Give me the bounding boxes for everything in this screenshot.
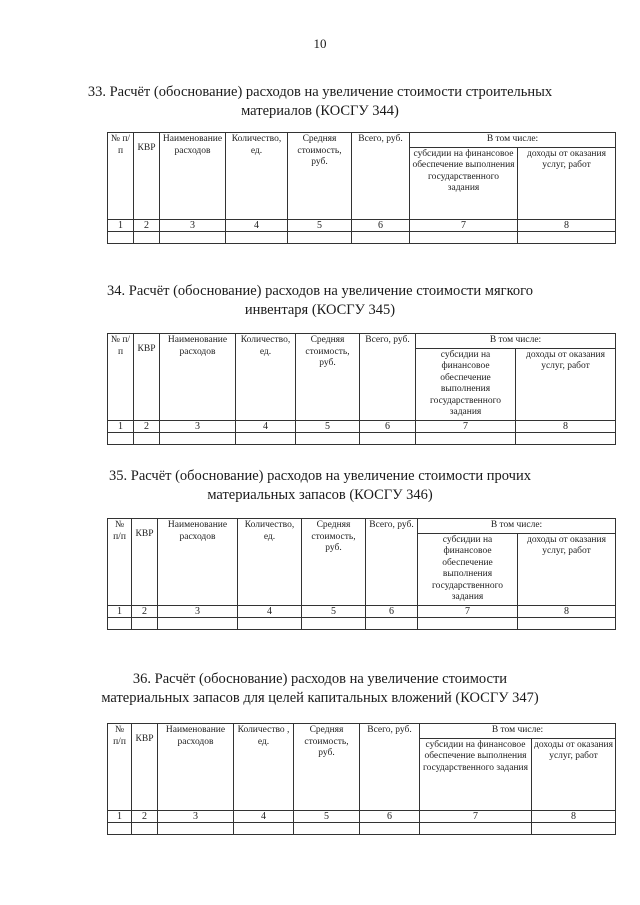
column-number: 4: [236, 420, 296, 433]
section-title-line-2: материальных запасов для целей капитальных вложений (КОСГУ 347): [101, 690, 539, 706]
section-title: [70, 83, 570, 121]
empty-cell: [238, 618, 302, 630]
column-number: 6: [366, 605, 418, 618]
section-33: [0, 83, 640, 121]
column-number: 8: [532, 810, 616, 823]
empty-cell: [420, 823, 532, 835]
column-number: 7: [416, 420, 516, 433]
header-kvr: КВР: [132, 724, 158, 811]
empty-cell: [226, 232, 288, 244]
calculation-table-347: [107, 723, 616, 835]
column-number: 5: [296, 420, 360, 433]
empty-cell: [134, 433, 160, 445]
empty-cell: [134, 232, 160, 244]
header-income: доходы от оказания услуг, работ: [516, 348, 616, 420]
column-number: 3: [158, 810, 234, 823]
column-number: 2: [132, 605, 158, 618]
empty-cell: [294, 823, 360, 835]
header-kvr: КВР: [132, 519, 158, 606]
page-number: 10: [313, 36, 327, 51]
header-including: В том числе:: [410, 133, 616, 148]
section-title-line-1: 35. Расчёт (обоснование) расходов на увеличение стоимости прочих: [109, 468, 531, 484]
column-number: 1: [108, 219, 134, 232]
empty-cell: [516, 433, 616, 445]
header-total: Всего, руб.: [352, 133, 410, 220]
empty-cell: [518, 618, 616, 630]
column-number-row: [108, 605, 616, 618]
empty-cell: [158, 823, 234, 835]
column-number: 2: [134, 219, 160, 232]
empty-cell: [288, 232, 352, 244]
section-title: [70, 282, 570, 320]
section-title-line-1: 34. Расчёт (обоснование) расходов на увеличение стоимости мягкого: [107, 283, 533, 299]
header-name: Наименование расходов: [158, 519, 238, 606]
calculation-table-345: [107, 333, 616, 445]
column-number-row: [108, 420, 616, 433]
column-number: 8: [518, 219, 616, 232]
empty-data-row: [108, 433, 616, 445]
header-including: В том числе:: [418, 519, 616, 534]
empty-cell: [108, 618, 132, 630]
section-title: [70, 670, 570, 708]
column-number: 3: [158, 605, 238, 618]
empty-cell: [366, 618, 418, 630]
header-including: В том числе:: [416, 334, 616, 349]
header-average-cost: Средняя стоимость, руб.: [296, 334, 360, 421]
column-number: 5: [294, 810, 360, 823]
section-title-line-2: инвентаря (КОСГУ 345): [244, 302, 396, 318]
calculation-table-346: [107, 518, 616, 630]
header-quantity: Количество, ед.: [226, 133, 288, 220]
column-number: 2: [132, 810, 158, 823]
empty-cell: [132, 823, 158, 835]
section-title-line-1: 36. Расчёт (обоснование) расходов на увеличение стоимости: [132, 671, 508, 687]
section-36: [0, 670, 640, 708]
column-number: 2: [134, 420, 160, 433]
header-average-cost: Средняя стоимость, руб.: [288, 133, 352, 220]
column-number: 6: [360, 810, 420, 823]
calculation-table-344: [107, 132, 616, 244]
empty-cell: [236, 433, 296, 445]
header-total: Всего, руб.: [366, 519, 418, 606]
empty-cell: [108, 232, 134, 244]
column-number: 1: [108, 810, 132, 823]
empty-cell: [360, 823, 420, 835]
empty-cell: [160, 433, 236, 445]
column-number: 5: [302, 605, 366, 618]
header-income: доходы от оказания услуг, работ: [532, 738, 616, 810]
empty-cell: [160, 232, 226, 244]
header-kvr: КВР: [134, 133, 160, 220]
header-average-cost: Средняя стоимость, руб.: [302, 519, 366, 606]
column-number: 5: [288, 219, 352, 232]
header-subsidy: субсидии на финансовое обеспечение выполнения государственного задания: [410, 147, 518, 219]
header-no: № п/п: [108, 724, 132, 811]
section-title-line-1: 33. Расчёт (обоснование) расходов на увеличение стоимости строительных: [87, 84, 553, 100]
header-no: № п/п: [108, 334, 134, 421]
column-number: 8: [518, 605, 616, 618]
column-number-row: [108, 810, 616, 823]
column-number: 1: [108, 420, 134, 433]
empty-data-row: [108, 618, 616, 630]
column-number: 7: [418, 605, 518, 618]
header-name: Наименование расходов: [158, 724, 234, 811]
empty-cell: [416, 433, 516, 445]
column-number: 8: [516, 420, 616, 433]
empty-cell: [518, 232, 616, 244]
empty-cell: [532, 823, 616, 835]
empty-cell: [108, 823, 132, 835]
header-total: Всего, руб.: [360, 334, 416, 421]
header-subsidy: субсидии на финансовое обеспечение выполнения государственного задания: [418, 533, 518, 605]
section-title: [70, 467, 570, 505]
empty-cell: [410, 232, 518, 244]
empty-cell: [360, 433, 416, 445]
column-number: 4: [234, 810, 294, 823]
column-number: 1: [108, 605, 132, 618]
header-quantity: Количество , ед.: [234, 724, 294, 811]
empty-cell: [108, 433, 134, 445]
header-average-cost: Средняя стоимость, руб.: [294, 724, 360, 811]
column-number: 3: [160, 420, 236, 433]
empty-cell: [302, 618, 366, 630]
header-quantity: Количество, ед.: [238, 519, 302, 606]
header-including: В том числе:: [420, 724, 616, 739]
column-number-row: [108, 219, 616, 232]
header-income: доходы от оказания услуг, работ: [518, 533, 616, 605]
header-subsidy: субсидии на финансовое обеспечение выполнения государственного задания: [416, 348, 516, 420]
empty-data-row: [108, 823, 616, 835]
section-34: [0, 282, 640, 320]
empty-cell: [158, 618, 238, 630]
empty-cell: [234, 823, 294, 835]
column-number: 7: [410, 219, 518, 232]
section-title-line-2: материалов (КОСГУ 344): [241, 103, 399, 119]
column-number: 3: [160, 219, 226, 232]
section-35: [0, 467, 640, 505]
empty-cell: [132, 618, 158, 630]
column-number: 7: [420, 810, 532, 823]
header-name: Наименование расходов: [160, 334, 236, 421]
column-number: 6: [352, 219, 410, 232]
column-number: 4: [226, 219, 288, 232]
column-number: 4: [238, 605, 302, 618]
header-subsidy: субсидии на финансовое обеспечение выполнения государственного задания: [420, 738, 532, 810]
header-kvr: КВР: [134, 334, 160, 421]
header-no: № п/п: [108, 519, 132, 606]
header-income: доходы от оказания услуг, работ: [518, 147, 616, 219]
empty-cell: [352, 232, 410, 244]
header-quantity: Количество, ед.: [236, 334, 296, 421]
header-no: № п/п: [108, 133, 134, 220]
section-title-line-2: материальных запасов (КОСГУ 346): [207, 487, 433, 503]
empty-cell: [296, 433, 360, 445]
header-name: Наименование расходов: [160, 133, 226, 220]
column-number: 6: [360, 420, 416, 433]
empty-cell: [418, 618, 518, 630]
empty-data-row: [108, 232, 616, 244]
header-total: Всего, руб.: [360, 724, 420, 811]
